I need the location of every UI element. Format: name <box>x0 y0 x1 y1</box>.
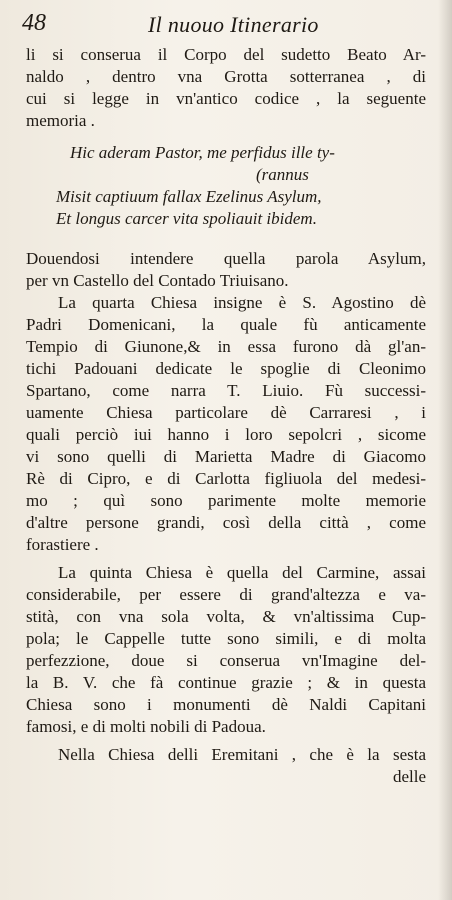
text-line: La quinta Chiesa è quella del Carmine, assai <box>58 563 426 582</box>
text-line: La quarta Chiesa insigne è S. Agostino dè <box>58 293 426 312</box>
verse-line-continuation: (rannus <box>256 165 309 184</box>
paragraph-fifth-church <box>26 562 426 738</box>
catchword: delle <box>392 767 426 786</box>
text-line: uamente Chiesa particolare dè Carraresi , i <box>26 403 426 422</box>
text-line: la B. V. che fà continue grazie ; & in questa <box>26 673 426 692</box>
text-line: Rè di Cipro, e di Carlotta figliuola del medesi- <box>26 469 426 488</box>
text-line: perfezzione, doue si conserua vn'Imagine del- <box>26 651 426 670</box>
text-line: famosi, e di molti nobili di Padoua. <box>26 717 266 736</box>
page-gutter-shadow <box>438 0 452 900</box>
text-line: vi sono quelli di Marietta Madre di Giacomo <box>26 447 426 466</box>
text-line: pola; le Cappelle tutte sono simili, e di molta <box>26 629 426 648</box>
page-number: 48 <box>22 10 46 36</box>
text-line: li si conserua il Corpo del sudetto Beato Ar- <box>26 45 426 64</box>
text-line: considerabile, per essere di grand'altezza e va- <box>26 585 426 604</box>
text-line: Tempio di Giunone,& in essa furono dà gl'an- <box>26 337 426 356</box>
epitaph-verse <box>26 142 426 230</box>
text-line: d'altre persone grandi, così della città , come <box>26 513 426 532</box>
verse-line: Et longus carcer vita spoliauit ibidem. <box>56 209 317 228</box>
running-title: Il nuouo Itinerario <box>148 12 319 37</box>
text-line: stità, con vna sola volta, & vn'altissima Cup- <box>26 607 426 626</box>
text-line: Spartano, come narra T. Liuio. Fù successi- <box>26 381 426 400</box>
paragraph-sixth-church <box>26 744 426 766</box>
page-header <box>22 10 432 42</box>
text-line: tichi Padouani dedicate le spoglie di Cleonimo <box>26 359 426 378</box>
page-body <box>26 44 426 788</box>
text-line: Nella Chiesa delli Eremitani , che è la sesta <box>58 745 426 764</box>
text-line: Douendosi intendere quella parola Asylum, <box>26 249 426 268</box>
text-line: Chiesa sono i monumenti dè Naldi Capitani <box>26 695 426 714</box>
text-line: per vn Castello del Contado Triuisano. <box>26 271 289 290</box>
text-line: quali perciò iui hanno i loro sepolcri , sicome <box>26 425 426 444</box>
text-line: memoria . <box>26 111 95 130</box>
paragraph-fourth-church <box>26 292 426 556</box>
text-line: Padri Domenicani, la quale fù anticamente <box>26 315 426 334</box>
text-line: naldo , dentro vna Grotta sotterranea , di <box>26 67 426 86</box>
text-line: mo ; quì sono parimente molte memorie <box>26 491 426 510</box>
paragraph-asylum <box>26 248 426 292</box>
verse-line: Misit captiuum fallax Ezelinus Asylum, <box>56 187 322 206</box>
text-line: forastiere . <box>26 535 99 554</box>
verse-line: Hic aderam Pastor, me perfidus ille ty- <box>70 143 335 162</box>
text-line: cui si legge in vn'antico codice , la seguente <box>26 89 426 108</box>
